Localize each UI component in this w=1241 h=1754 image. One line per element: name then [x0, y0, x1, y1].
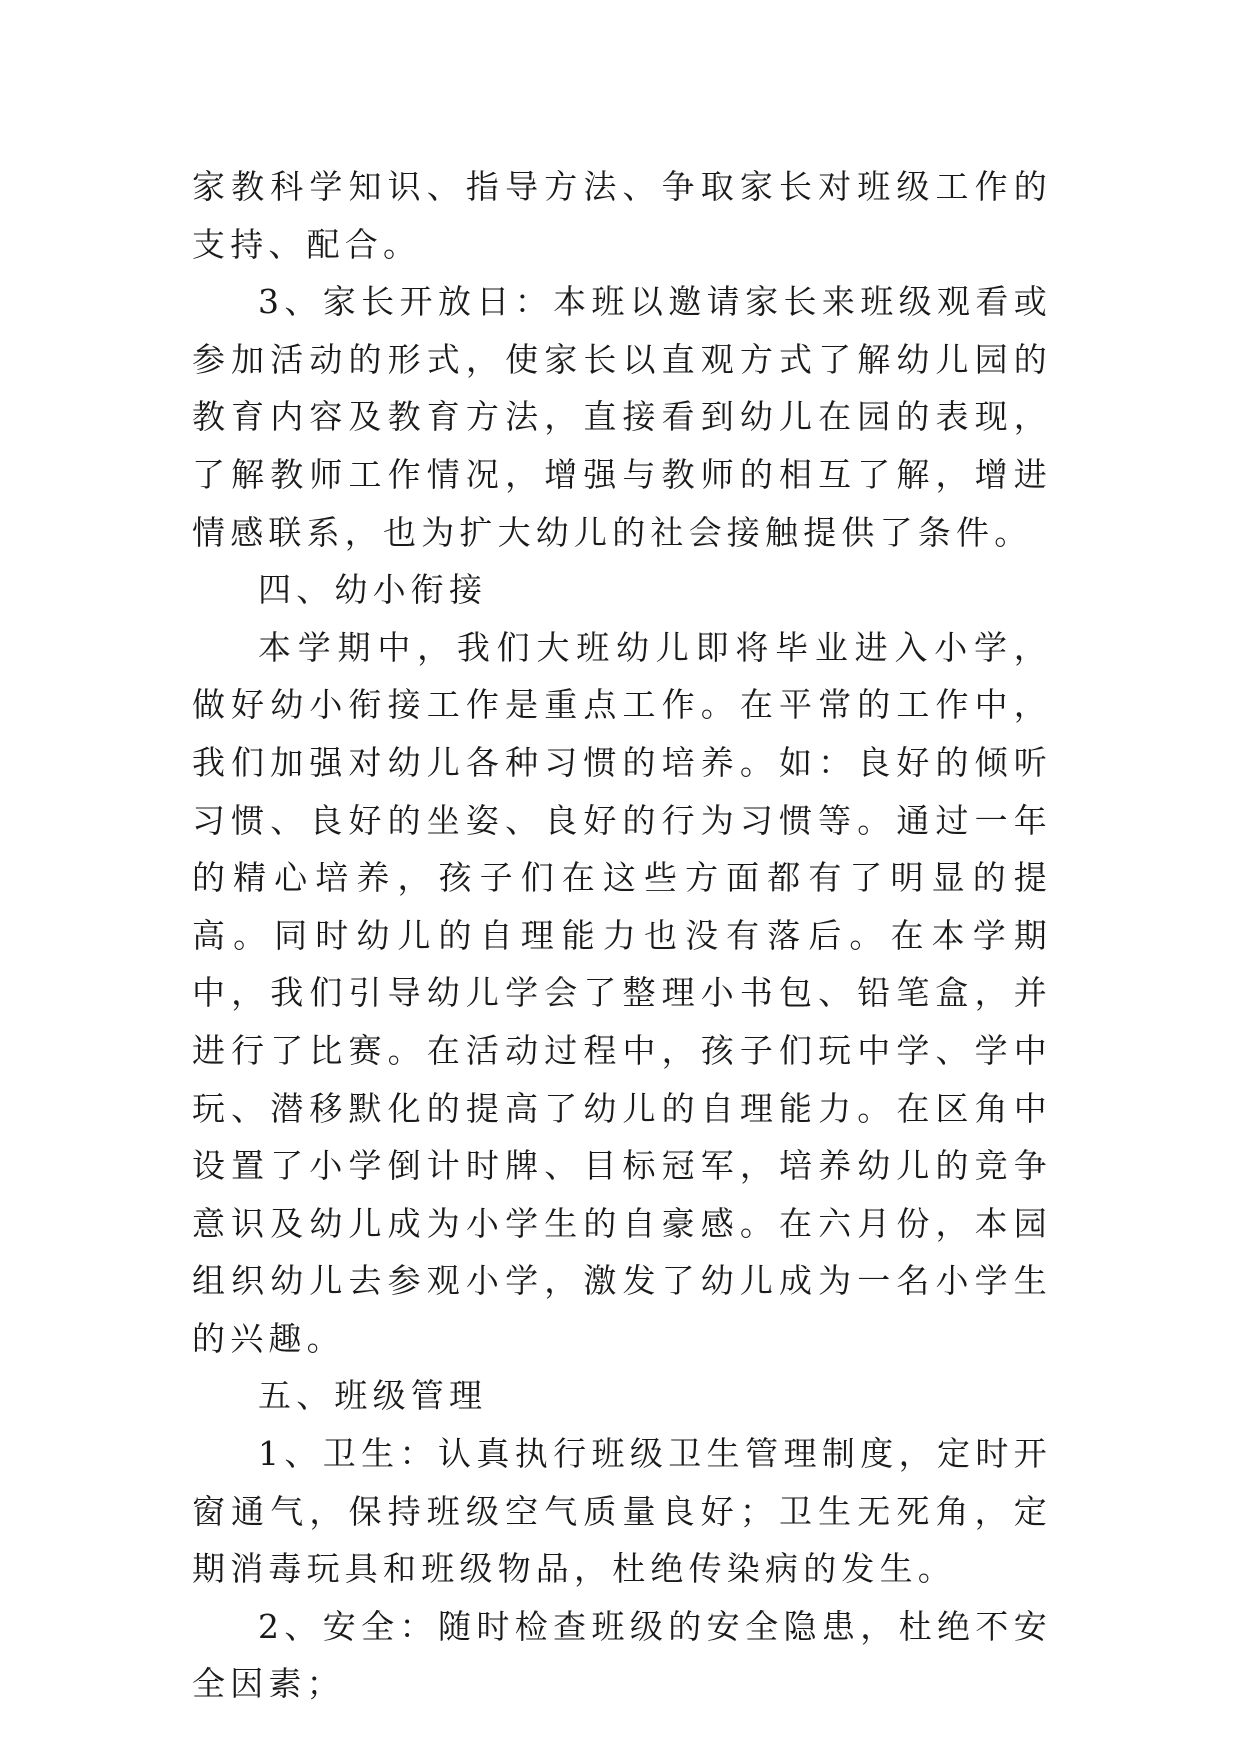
document-body	[192, 158, 1052, 1713]
paragraph-continued: 家教科学知识、指导方法、争取家长对班级工作的支持、配合。	[192, 167, 1052, 264]
paragraph-safety: 2、安全：随时检查班级的安全隐患，杜绝不安全因素；	[192, 1606, 1052, 1704]
section-heading-transition: 四、幼小衔接	[258, 570, 488, 610]
paragraph-hygiene: 1、卫生：认真执行班级卫生管理制度，定时开窗通气，保持班级空气质量良好；卫生无死角，定期消毒玩具和班级物品，杜绝传染病的发生。	[192, 1434, 1052, 1589]
paragraph-parent-open-day: 3、家长开放日：本班以邀请家长来班级观看或参加活动的形式，使家长以直观方式了解幼儿园的教育内容及教育方法，直接看到幼儿在园的表现，了解教师工作情况，增强与教师的相互了解，增进情感联系，也为扩大幼儿的社会接触提供了条件。	[192, 282, 1052, 552]
paragraph-transition: 本学期中，我们大班幼儿即将毕业进入小学，做好幼小衔接工作是重点工作。在平常的工作中，我们加强对幼儿各种习惯的培养。如：良好的倾听习惯、良好的坐姿、良好的行为习惯等。通过一年的精心培养，孩子们在这些方面都有了明显的提高。同时幼儿的自理能力也没有落后。在本学期中，我们引导幼儿学会了整理小书包、铅笔盒，并进行了比赛。在活动过程中，孩子们玩中学、学中玩、潜移默化的提高了幼儿的自理能力。在区角中设置了小学倒计时牌、目标冠军，培养幼儿的竞争意识及幼儿成为小学生的自豪感。在六月份，本园组织幼儿去参观小学，激发了幼儿成为一名小学生的兴趣。	[192, 627, 1052, 1358]
section-heading-class-management: 五、班级管理	[258, 1376, 488, 1416]
